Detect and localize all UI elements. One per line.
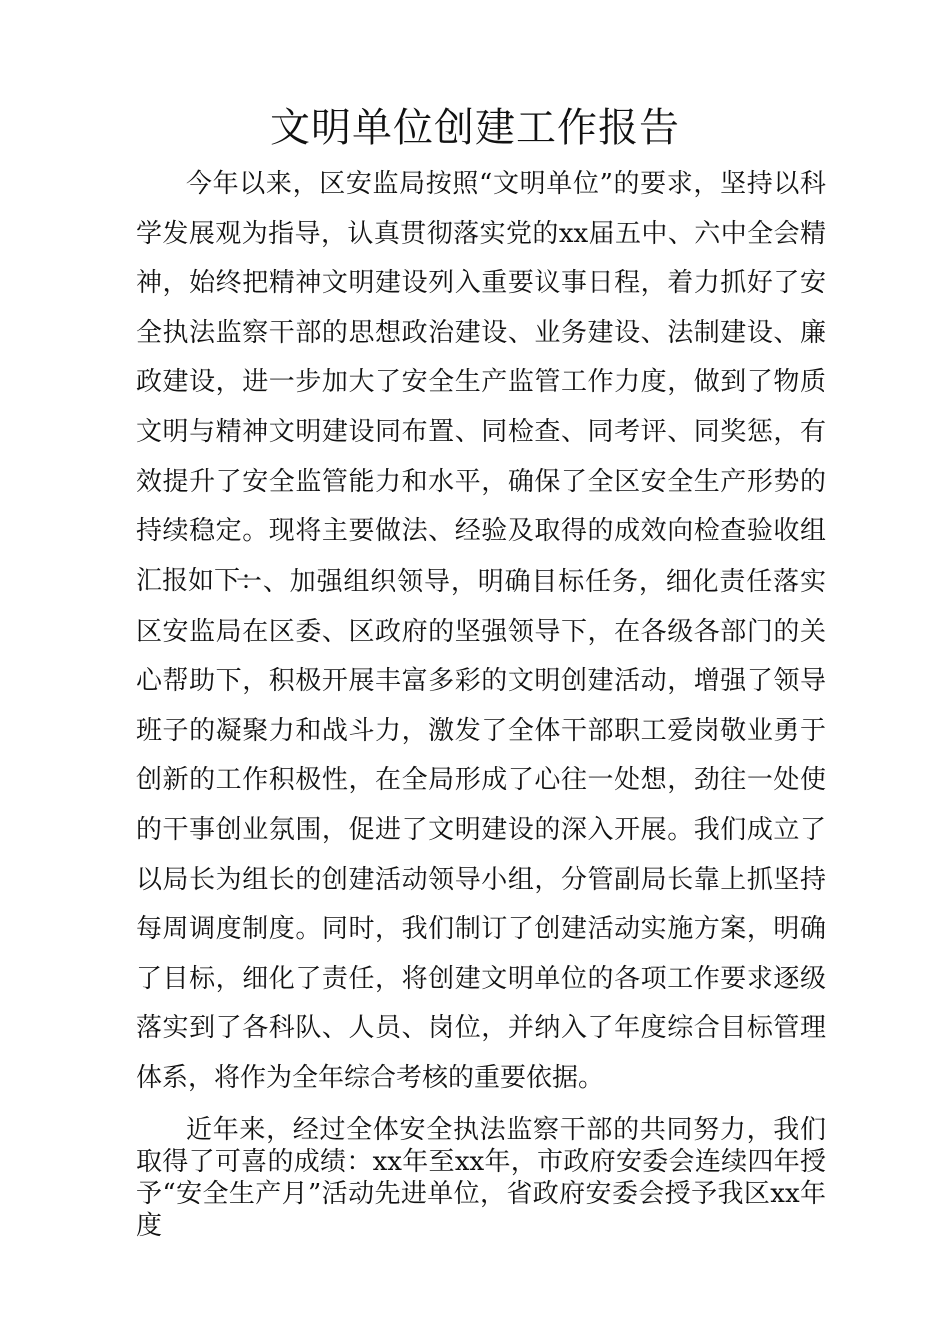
- body-paragraph-section-one: 一、加强组织领导，明确目标任务，细化责任落实区安监局在区委、区政府的坚强领导下，在各级各部门的关心帮助下，积极开展丰富多彩的文明创建活动，增强了领导班子的凝聚力和战斗力，激发了全体干部职工爱岗敬业勇于创新的工作积极性，在全局形成了心往一处想，劲往一处使的干事创业氛围，促进了文明建设的深入开展。我们成立了以局长为组长的创建活动领导小组，分管副局长靠上抓坚持每周调度制度。同时，我们制订了创建活动实施方案，明确了目标，细化了责任，将创建文明单位的各项工作要求逐级落实到了各科队、人员、岗位，并纳入了年度综合目标管理体系，将作为全年综合考核的重要依据。: [136, 567, 826, 1093]
- document-title: 文明单位创建工作报告: [270, 105, 680, 151]
- body-paragraph-intro: 今年以来，区安监局按照“文明单位”的要求，坚持以科学发展观为指导，认真贯彻落实党的xx届五中、六中全会精神，始终把精神文明建设列入重要议事日程，着力抓好了安全执法监察干部的思想政治建设、业务建设、法制建设、廉政建设，进一步加大了安全生产监管工作力度，做到了物质文明与精神文明建设同布置、同检查、同考评、同奖惩，有效提升了安全监管能力和水平，确保了全区安全生产形势的持续稳定。现将主要做法、经验及取得的成效向检查验收组汇报如下：: [136, 169, 826, 596]
- body-paragraph-achievements: 近年来，经过全体安全执法监察干部的共同努力，我们取得了可喜的成绩：xx年至xx年，市政府安委会连续四年授予“安全生产月”活动先进单位，省政府安委会授予我区xx年度: [136, 1115, 826, 1241]
